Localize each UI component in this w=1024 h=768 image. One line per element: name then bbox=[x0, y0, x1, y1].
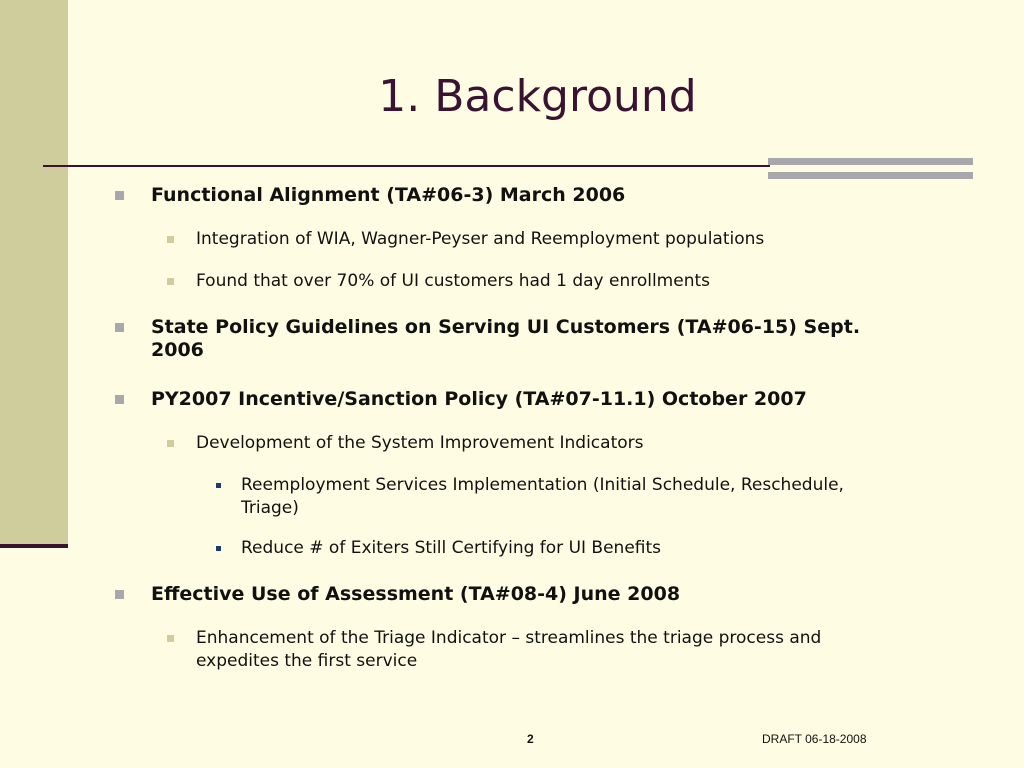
bullet-text-line1: Enhancement of the Triage Indicator – streamlines the triage process and bbox=[196, 628, 822, 648]
bullet-found-70 bbox=[196, 270, 710, 293]
bullet-enhancement bbox=[196, 627, 821, 673]
bullet-text: Functional Alignment (TA#06-3) March 2006 bbox=[151, 184, 626, 206]
square-bullet-icon bbox=[167, 635, 174, 642]
bullet-text-line2: 2006 bbox=[151, 339, 204, 361]
bullet-text-line1: State Policy Guidelines on Serving UI Customers (TA#06-15) Sept. bbox=[151, 316, 861, 338]
title-rule bbox=[43, 165, 770, 167]
page-number: 2 bbox=[527, 732, 534, 746]
bullet-state-policy bbox=[151, 316, 860, 362]
bullet-text: Integration of WIA, Wagner-Peyser and Reemployment populations bbox=[196, 229, 765, 249]
title-accent-bars bbox=[768, 158, 973, 179]
bullet-text: PY2007 Incentive/Sanction Policy (TA#07-11.1) October 2007 bbox=[151, 388, 807, 410]
bullet-integration bbox=[196, 228, 764, 251]
square-bullet-icon bbox=[115, 191, 124, 200]
square-bullet-icon bbox=[115, 590, 124, 599]
bullet-text: Reduce # of Exiters Still Certifying for UI Benefits bbox=[241, 538, 662, 558]
bullet-reemployment-services bbox=[241, 474, 844, 520]
bullet-text-line2: Triage) bbox=[241, 498, 299, 518]
slide-title: 1. Background bbox=[378, 71, 697, 122]
bullet-text: Found that over 70% of UI customers had 1 day enrollments bbox=[196, 271, 711, 291]
bullet-reduce-exiters bbox=[241, 537, 661, 560]
square-bullet-icon bbox=[115, 323, 124, 332]
bullet-text-line2: expedites the first service bbox=[196, 651, 418, 671]
square-bullet-icon bbox=[167, 278, 174, 285]
square-bullet-icon bbox=[167, 236, 174, 243]
bullet-text-line1: Reemployment Services Implementation (Initial Schedule, Reschedule, bbox=[241, 475, 844, 495]
bullet-py2007 bbox=[151, 388, 807, 411]
left-decor-line bbox=[0, 544, 68, 548]
square-bullet-icon bbox=[216, 483, 221, 488]
bullet-functional-alignment bbox=[151, 184, 625, 207]
bullet-text: Development of the System Improvement Indicators bbox=[196, 433, 644, 453]
bullet-development bbox=[196, 432, 643, 455]
square-bullet-icon bbox=[115, 395, 124, 404]
bullet-effective-use bbox=[151, 583, 680, 606]
footer-draft-note: DRAFT 06-18-2008 bbox=[762, 732, 867, 746]
bullet-text: Effective Use of Assessment (TA#08-4) June 2008 bbox=[151, 583, 681, 605]
square-bullet-icon bbox=[216, 546, 221, 551]
square-bullet-icon bbox=[167, 440, 174, 447]
